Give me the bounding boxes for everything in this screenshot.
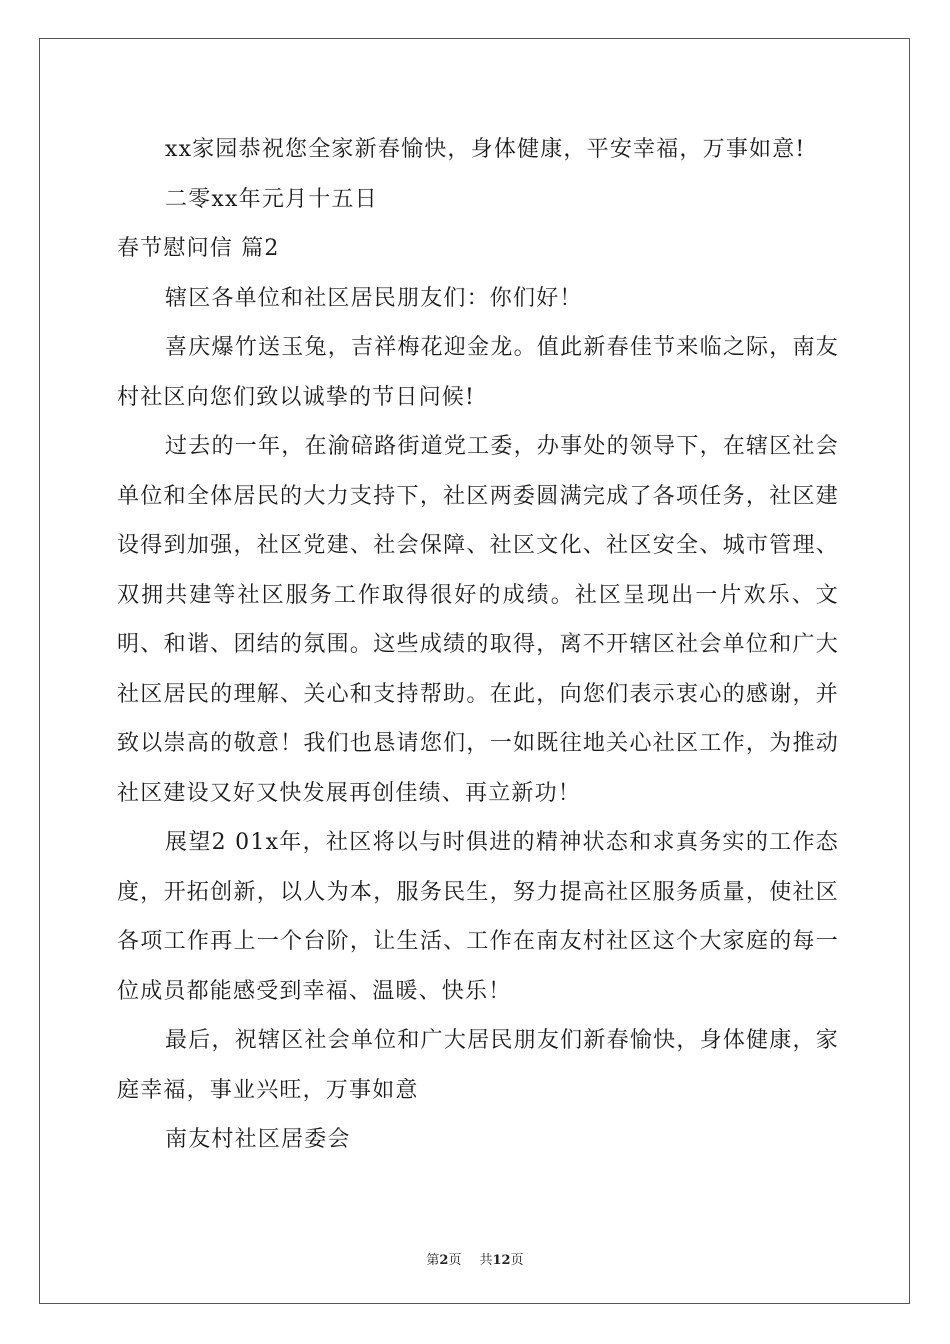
body-paragraph: 过去的一年，在渝碚路街道党工委，办事处的领导下，在辖区社会单位和全体居民的大力支持下，社区两委圆满完成了各项任务，社区建设得到加强，社区党建、社会保障、社区文化、社区安全、城市管理、双拥共建等社区服务工作取得很好的成绩。社区呈现出一片欢乐、文明、和谐、团结的氛围。这些成绩的取得，离不开辖区社会单位和广大社区居民的理解、关心和支持帮助。在此，向您们表示衷心的感谢，并致以崇高的敬意！我们也恳请您们，一如既往地关心社区工作，为推动社区建设又好又快发展再创佳绩、再立新功！ [117, 434, 839, 806]
body-paragraph: 最后，祝辖区社会单位和广大居民朋友们新春愉快，身体健康，家庭幸福，事业兴旺，万事如意 [117, 1028, 839, 1103]
page-footer [0, 1249, 950, 1268]
page-suffix: 页 [448, 1253, 462, 1268]
signature: 南友村社区居委会 [165, 1127, 351, 1152]
total-page-count: 12 [492, 1253, 511, 1268]
body-paragraph: 喜庆爆竹送玉兔，吉祥梅花迎金龙。值此新春佳节来临之际，南友村社区向您们致以诚挚的节日问候! [117, 335, 839, 410]
salutation: 辖区各单位和社区居民朋友们：你们好！ [165, 285, 583, 311]
total-prefix: 共 [479, 1253, 493, 1268]
current-page-number: 2 [439, 1253, 449, 1268]
date-line: 二零xx年元月十五日 [165, 186, 378, 212]
section-heading: 春节慰问信 篇2 [117, 236, 280, 261]
document-body [117, 125, 839, 1165]
greeting-closing: xx家园恭祝您全家新春愉快，身体健康，平安幸福，万事如意! [165, 137, 806, 162]
total-suffix: 页 [510, 1253, 524, 1268]
page-prefix: 第 [426, 1253, 440, 1268]
body-paragraph: 展望2 01x年，社区将以与时俱进的精神状态和求真务实的工作态度，开拓创新，以人为本，服务民生，努力提高社区服务质量，使社区各项工作再上一个台阶，让生活、工作在南友村社区这个大家庭的每一位成员都能感受到幸福、温暖、快乐！ [117, 830, 839, 1004]
